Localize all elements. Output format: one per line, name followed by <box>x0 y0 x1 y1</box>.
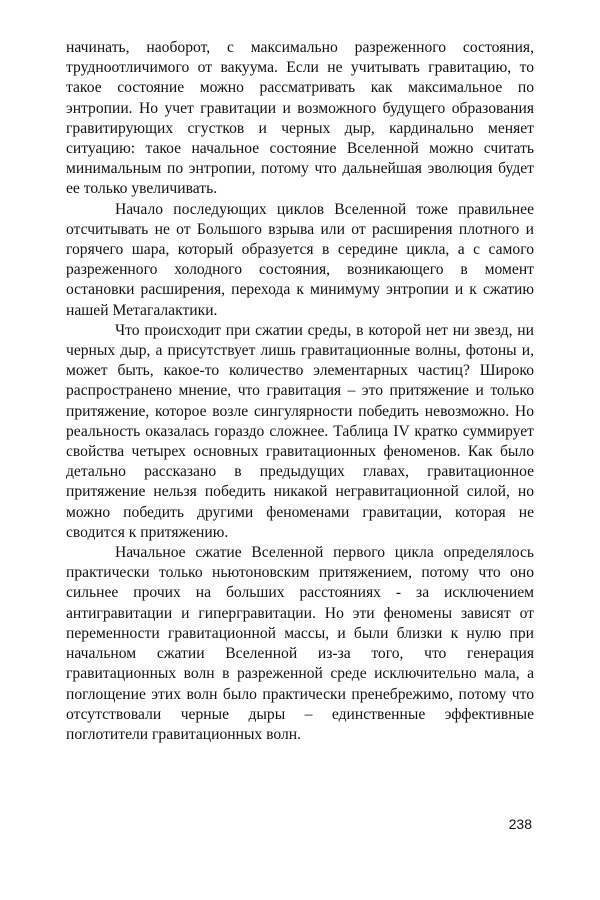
paragraph-1: начинать, наоборот, с максимально разреженного состояния, трудноотличимого от вакуума. Если не учитывать гравитацию, то такое состояние можно рассматривать как максимальное по энтропии. Но учет гравитации и возможного будущего образования гравитирующих сгустков и черных дыр, кардинально меняет ситуацию: такое начальное состояние Вселенной можно считать минимальным по энтропии, потому что дальнейшая эволюция будет ее только увеличивать. <box>66 39 534 198</box>
paragraph-2: Начало последующих циклов Вселенной тоже правильнее отсчитывать не от Большого взрыва или от расширения плотного и горячего шара, который образуется в середине цикла, а с самого разреженного холодного состояния, возникающего в момент остановки расширения, перехода к минимуму энтропии и к сжатию нашей Метагалактики. <box>66 200 534 319</box>
text-body <box>66 38 534 745</box>
paragraph-4: Начальное сжатие Вселенной первого цикла определялось практически только ньютоновским притяжением, потому что оно сильнее прочих на больших расстояниях - за исключением антигравитации и гипергравитации. Но эти феномены зависят от переменности гравитационной массы, и были близки к нулю при начальном сжатии Вселенной из-за того, что генерация гравитационных волн в разреженной среде исключительно мала, а поглощение этих волн было практически пренебрежимо, потому что отсутствовали черные дыры – единственные эффективные поглотители гравитационных волн. <box>66 544 534 743</box>
page-number: 238 <box>508 816 532 832</box>
paragraph-3: Что происходит при сжатии среды, в которой нет ни звезд, ни черных дыр, а присутствует лишь гравитационные волны, фотоны и, может быть, какое-то количество элементарных частиц? Широко распространено мнение, что гравитация – это притяжение и только притяжение, которое возле сингулярности победить невозможно. Но реальность оказалась гораздо сложнее. Таблица IV кратко суммирует свойства четырех основных гравитационных феноменов. Как было детально рассказано в предыдущих главах, гравитационное притяжение нельзя победить никакой негравитационной силой, но можно победить другими феноменами гравитации, которая не сводится к притяжению. <box>66 321 534 541</box>
